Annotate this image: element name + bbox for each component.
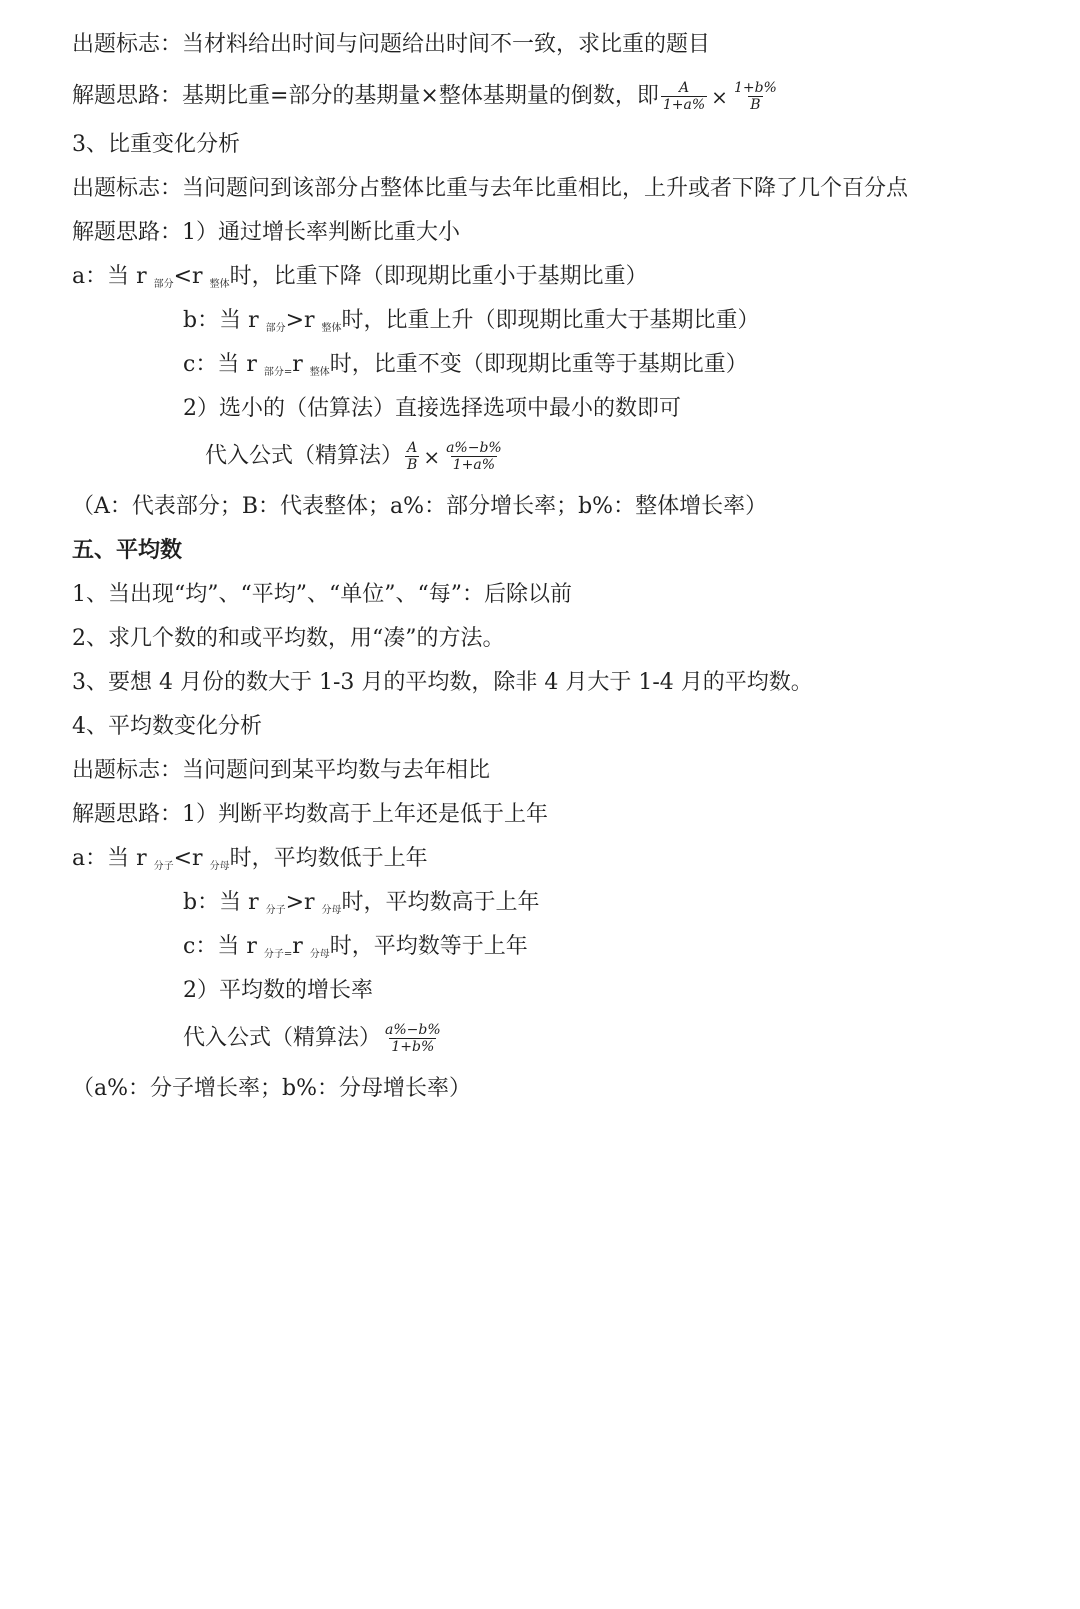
text: 时，比重下降（即现期比重小于基期比重） (229, 264, 648, 289)
text: 时，比重不变（即现期比重等于基期比重） (329, 352, 748, 377)
denominator: 1+b% (391, 1039, 435, 1055)
text: >r (285, 890, 322, 915)
text: 时，平均数等于上年 (329, 934, 528, 959)
line-average-3 (72, 668, 813, 698)
text: 4、平均数变化分析 (72, 714, 262, 739)
line-average-growth (183, 976, 373, 1006)
line-average-1 (72, 580, 572, 610)
text: 出题标志：当材料给出时间与问题给出时间不一致，求比重的题目 (72, 32, 711, 57)
times-sign: × (423, 444, 441, 469)
text: c：当 r (183, 934, 264, 959)
text: 3、比重变化分析 (72, 132, 240, 157)
subscript: 分母 (309, 949, 330, 960)
line-formula-average (183, 1022, 445, 1055)
denominator: B (407, 457, 418, 473)
line-solution-1 (72, 80, 781, 113)
case-a-proportion (72, 262, 648, 300)
line-question-sign-1 (72, 30, 710, 60)
text: 解题思路：基期比重=部分的基期量×整体基期量的倒数，即 (72, 83, 659, 109)
subscript: 分母 (321, 905, 342, 916)
line-question-sign-2 (72, 174, 908, 204)
text: 时，比重上升（即现期比重大于基期比重） (341, 308, 760, 333)
text: 1、当出现“均”、“平均”、“单位”、“每”：后除以前 (72, 582, 572, 607)
line-question-sign-3 (72, 756, 490, 786)
text: 2）选小的（估算法）直接选择选项中最小的数即可 (183, 396, 681, 421)
numerator: a%−b% (385, 1022, 441, 1038)
text: （a%：分子增长率；b%：分母增长率） (72, 1076, 472, 1101)
fraction-a-over-b (405, 440, 419, 473)
text: r (292, 352, 310, 377)
line-solution-2 (72, 218, 460, 248)
fraction-a-over-1-plus-a (661, 80, 707, 113)
text: 代入公式（精算法） (183, 1025, 382, 1051)
line-estimation (183, 394, 681, 424)
subscript: 分子 (153, 861, 174, 872)
line-solution-3 (72, 800, 548, 830)
line-average-2 (72, 624, 505, 654)
numerator: A (407, 440, 418, 456)
subheading-proportion-change (72, 130, 240, 160)
subscript: 分母 (209, 861, 230, 872)
text: 2、求几个数的和或平均数，用“凑”的方法。 (72, 626, 505, 651)
text: b：当 r (183, 890, 266, 915)
section-heading-average (72, 536, 182, 566)
subscript: 部分= (263, 367, 293, 378)
times-sign: × (711, 84, 728, 109)
subheading-average-change (72, 712, 262, 742)
text: 出题标志：当问题问到该部分占整体比重与去年比重相比，上升或者下降了几个百分点 (72, 176, 909, 201)
line-legend-proportion (72, 492, 767, 522)
subscript: 分子 (265, 905, 286, 916)
text: <r (173, 264, 210, 289)
text: <r (173, 846, 210, 871)
denominator: 1+a% (662, 97, 706, 113)
subscript: 部分 (265, 323, 286, 334)
line-legend-average (72, 1074, 471, 1104)
text: 2）平均数的增长率 (183, 978, 373, 1003)
fraction-a-minus-b-over-1-plus-b (383, 1022, 443, 1055)
case-a-average (72, 844, 428, 882)
text: r (292, 934, 310, 959)
denominator: B (750, 97, 761, 113)
denominator: 1+a% (452, 457, 496, 473)
text: 解题思路：1）通过增长率判断比重大小 (72, 220, 460, 245)
numerator: 1+b% (733, 80, 777, 96)
fraction-a-minus-b-over-1-plus-a (444, 440, 504, 473)
text: 出题标志：当问题问到某平均数与去年相比 (72, 758, 491, 783)
line-formula-proportion (205, 440, 506, 473)
text: 时，平均数低于上年 (229, 846, 428, 871)
text: 代入公式（精算法） (205, 443, 404, 469)
text: a：当 r (72, 264, 154, 289)
text: 五、平均数 (72, 538, 183, 563)
text: 3、要想 4 月份的数大于 1-3 月的平均数，除非 4 月大于 1-4 月的平均数。 (72, 670, 813, 695)
case-c-proportion (183, 350, 748, 388)
text: 解题思路：1）判断平均数高于上年还是低于上年 (72, 802, 548, 827)
subscript: 部分 (153, 279, 174, 290)
text: （A：代表部分；B：代表整体；a%：部分增长率；b%：整体增长率） (72, 494, 768, 519)
text: 时，平均数高于上年 (341, 890, 540, 915)
subscript: 整体 (309, 367, 330, 378)
numerator: A (678, 80, 690, 96)
text: b：当 r (183, 308, 266, 333)
subscript: 分子= (263, 949, 293, 960)
text: >r (285, 308, 322, 333)
text: a：当 r (72, 846, 154, 871)
numerator: a%−b% (446, 440, 502, 456)
text: c：当 r (183, 352, 264, 377)
case-b-average (183, 888, 540, 926)
subscript: 整体 (209, 279, 230, 290)
fraction-1-plus-b-over-b (732, 80, 779, 113)
case-c-average (183, 932, 528, 970)
case-b-proportion (183, 306, 760, 344)
subscript: 整体 (321, 323, 342, 334)
